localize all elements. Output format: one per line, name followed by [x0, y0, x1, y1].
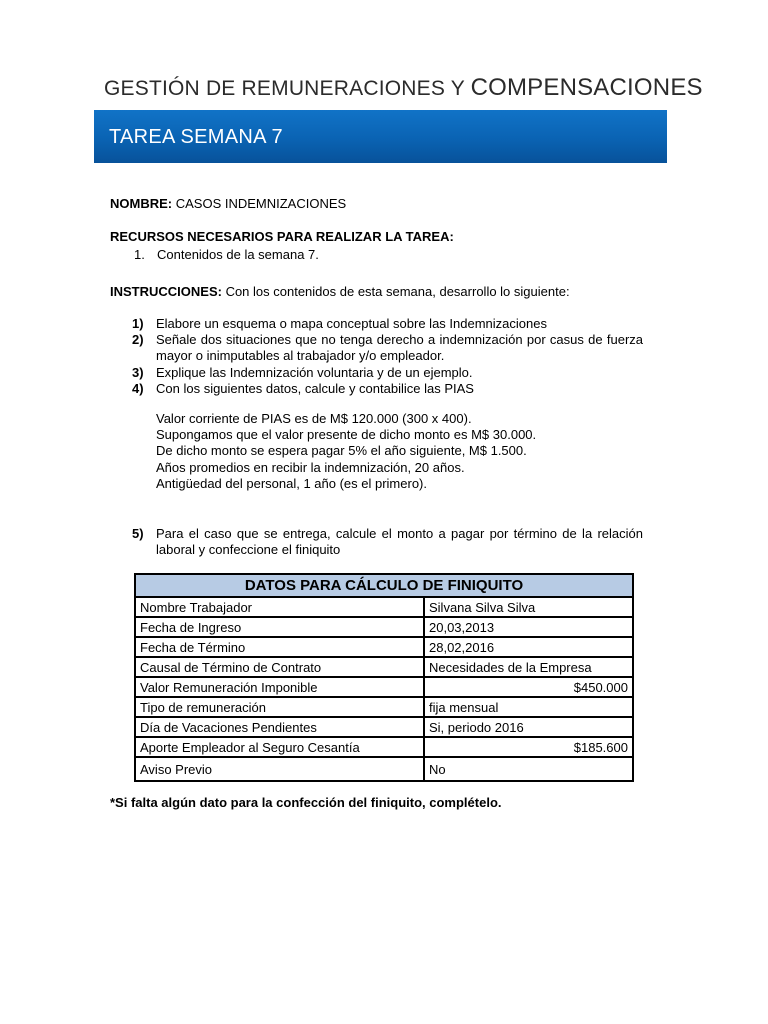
- recursos-item-text: Contenidos de la semana 7.: [157, 247, 319, 262]
- instruction-text: Para el caso que se entrega, calcule el monto a pagar por término de la relación: [156, 526, 643, 541]
- nombre-line: [110, 196, 346, 211]
- pias-data-line: Años promedios en recibir la indemnización, 20 años.: [156, 460, 465, 475]
- document-title: [104, 74, 703, 102]
- finiquito-header-row: [135, 574, 633, 597]
- table-row: [135, 757, 633, 781]
- title-part-1: GESTIÓN DE REMUNERACIONES Y: [104, 77, 471, 100]
- row-value: Necesidades de la Empresa: [424, 657, 633, 677]
- recursos-item-number: 1.: [134, 247, 145, 262]
- table-row: [135, 697, 633, 717]
- instrucciones-label: INSTRUCCIONES:: [110, 284, 222, 299]
- instruction-text: laboral y confeccione el finiquito: [156, 542, 341, 557]
- table-row: [135, 617, 633, 637]
- row-label: Aviso Previo: [135, 757, 424, 781]
- row-value: fija mensual: [424, 697, 633, 717]
- row-value: 28,02,2016: [424, 637, 633, 657]
- finiquito-table: [134, 573, 634, 782]
- pias-data-line: Supongamos que el valor presente de dicho monto es M$ 30.000.: [156, 427, 537, 442]
- title-part-2: COMPENSACIONES: [470, 74, 703, 101]
- row-label: Fecha de Ingreso: [135, 617, 424, 637]
- row-label: Nombre Trabajador: [135, 597, 424, 617]
- row-value: Silvana Silva Silva: [424, 597, 633, 617]
- instruction-number: 3): [132, 365, 144, 380]
- pias-data-line: Valor corriente de PIAS es de M$ 120.000 (300 x 400).: [156, 411, 472, 426]
- recursos-heading: RECURSOS NECESARIOS PARA REALIZAR LA TAREA:: [110, 229, 454, 244]
- instrucciones-line: [110, 284, 570, 299]
- instruction-number: 5): [132, 526, 144, 541]
- row-value: $185.600: [424, 737, 633, 757]
- instruction-text: Señale dos situaciones que no tenga derecho a indemnización por casus de fuerza: [156, 332, 643, 347]
- nombre-value: CASOS INDEMNIZACIONES: [172, 196, 347, 211]
- table-row: [135, 737, 633, 757]
- task-banner: [94, 110, 667, 163]
- footnote: *Si falta algún dato para la confección del finiquito, complételo.: [110, 795, 502, 810]
- row-label: Tipo de remuneración: [135, 697, 424, 717]
- row-label: Aporte Empleador al Seguro Cesantía: [135, 737, 424, 757]
- row-value: $450.000: [424, 677, 633, 697]
- nombre-label: NOMBRE:: [110, 196, 173, 211]
- table-row: [135, 657, 633, 677]
- row-label: Día de Vacaciones Pendientes: [135, 717, 424, 737]
- row-value: No: [424, 757, 633, 781]
- row-label: Causal de Término de Contrato: [135, 657, 424, 677]
- instruction-text: Elabore un esquema o mapa conceptual sobre las Indemnizaciones: [156, 316, 547, 331]
- instruction-number: 1): [132, 316, 144, 331]
- instrucciones-text: Con los contenidos de esta semana, desarrollo lo siguiente:: [221, 284, 570, 299]
- instruction-text: Explique las Indemnización voluntaria y de un ejemplo.: [156, 365, 473, 380]
- row-value: Si, periodo 2016: [424, 717, 633, 737]
- row-value: 20,03,2013: [424, 617, 633, 637]
- table-row: [135, 717, 633, 737]
- pias-data-line: Antigüedad del personal, 1 año (es el primero).: [156, 476, 427, 491]
- finiquito-title: DATOS PARA CÁLCULO DE FINIQUITO: [135, 574, 633, 597]
- table-row: [135, 597, 633, 617]
- table-row: [135, 637, 633, 657]
- table-row: [135, 677, 633, 697]
- instruction-number: 4): [132, 381, 144, 396]
- row-label: Fecha de Término: [135, 637, 424, 657]
- row-label: Valor Remuneración Imponible: [135, 677, 424, 697]
- instruction-text: mayor o inimputables al trabajador y/o empleador.: [156, 348, 445, 363]
- pias-data-line: De dicho monto se espera pagar 5% el año siguiente, M$ 1.500.: [156, 443, 527, 458]
- banner-title: TAREA SEMANA 7: [109, 126, 283, 148]
- instruction-text: Con los siguientes datos, calcule y contabilice las PIAS: [156, 381, 474, 396]
- instruction-number: 2): [132, 332, 144, 347]
